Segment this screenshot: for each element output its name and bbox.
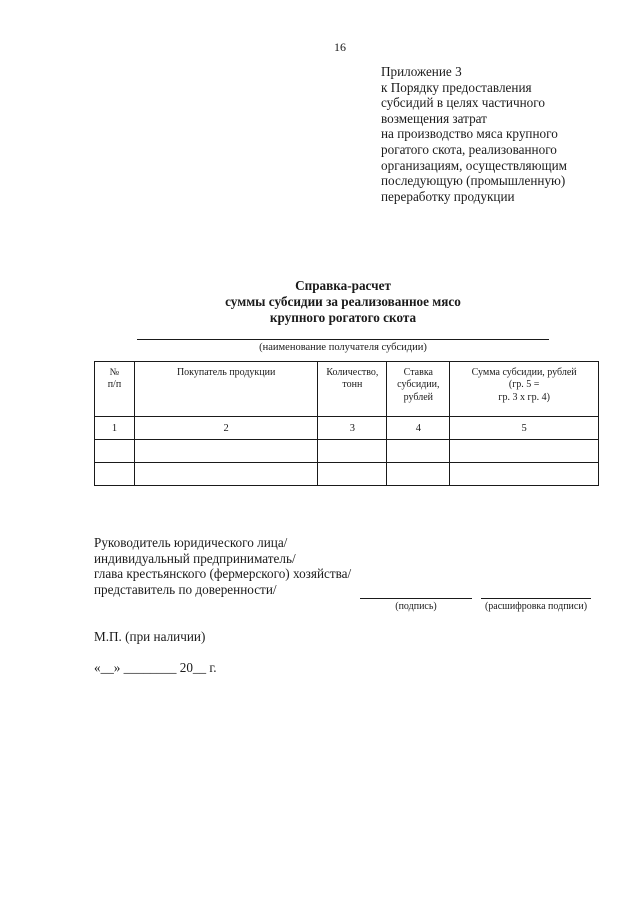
- table-cell: 1: [95, 417, 135, 440]
- table-cell[interactable]: [95, 463, 135, 486]
- header-text: Количество,: [326, 367, 379, 378]
- table-header-row: [95, 362, 599, 417]
- page-number: 16: [334, 40, 346, 54]
- header-text: Сумма субсидии, рублей: [471, 367, 577, 378]
- table-cell[interactable]: [134, 463, 318, 486]
- header-rate: [387, 362, 450, 417]
- recipient-name-line: [137, 339, 549, 340]
- appendix-line: на производство мяса крупного: [381, 126, 558, 142]
- recipient-caption: (наименование получателя субсидии): [259, 342, 427, 353]
- table-cell[interactable]: [95, 440, 135, 463]
- appendix-line: последующую (промышленную): [381, 173, 566, 189]
- table-cell[interactable]: [387, 463, 450, 486]
- table-cell[interactable]: [134, 440, 318, 463]
- appendix-line: рогатого скота, реализованного: [381, 141, 557, 157]
- signatory-line: представитель по доверенности/: [94, 581, 277, 597]
- header-text: №: [109, 367, 120, 378]
- appendix-line: субсидий в целях частичного: [381, 95, 545, 111]
- header-text: тонн: [342, 379, 363, 391]
- appendix-line: переработку продукции: [381, 188, 515, 204]
- table-cell[interactable]: [318, 440, 387, 463]
- title-line: суммы субсидии за реализованное мясо: [225, 294, 461, 309]
- title-line: крупного рогатого скота: [269, 310, 417, 325]
- header-text: субсидии,: [397, 379, 440, 391]
- stamp-note: М.П. (при наличии): [94, 629, 206, 644]
- table-cell[interactable]: [387, 440, 450, 463]
- signatory-block: [94, 535, 351, 597]
- table-row: [95, 463, 599, 486]
- appendix-line: возмещения затрат: [381, 110, 487, 126]
- header-text: (гр. 5 =: [508, 379, 540, 391]
- header-text: п/п: [107, 379, 122, 391]
- header-buyer: [134, 362, 318, 417]
- title-line: Справка-расчет: [295, 278, 391, 293]
- signature-decoding-caption: (расшифровка подписи): [484, 601, 588, 612]
- header-text: гр. 3 x гр. 4): [498, 391, 550, 403]
- header-text: Покупатель продукции: [176, 367, 276, 378]
- table-cell: 2: [134, 417, 318, 440]
- header-text: Ставка: [403, 367, 433, 378]
- signatory-line: индивидуальный предприниматель/: [94, 550, 296, 566]
- signature-decoding-line[interactable]: [481, 598, 591, 599]
- table-row-column-numbers: [95, 417, 599, 440]
- header-number: [95, 362, 135, 417]
- document-title: [0, 278, 640, 326]
- signatory-line: Руководитель юридического лица/: [94, 535, 288, 550]
- appendix-line: организациям, осуществляющим: [381, 157, 568, 173]
- table-cell[interactable]: [450, 440, 599, 463]
- table-row: [95, 440, 599, 463]
- signature-line[interactable]: [360, 598, 472, 599]
- signatory-line: глава крестьянского (фермерского) хозяйства/: [94, 566, 352, 582]
- table-cell: 5: [450, 417, 599, 440]
- table-cell[interactable]: [318, 463, 387, 486]
- table-cell: 4: [387, 417, 450, 440]
- calculation-table: [94, 361, 599, 486]
- date-line[interactable]: «__» ________ 20__ г.: [94, 660, 217, 675]
- table-cell: 3: [318, 417, 387, 440]
- appendix-line: Приложение 3: [381, 64, 462, 79]
- appendix-line: к Порядку предоставления: [381, 79, 532, 95]
- header-text: рублей: [403, 391, 434, 403]
- header-quantity: [318, 362, 387, 417]
- signature-caption: (подпись): [395, 601, 437, 612]
- table-cell[interactable]: [450, 463, 599, 486]
- appendix-reference: [381, 64, 567, 204]
- header-subsidy-sum: [450, 362, 599, 417]
